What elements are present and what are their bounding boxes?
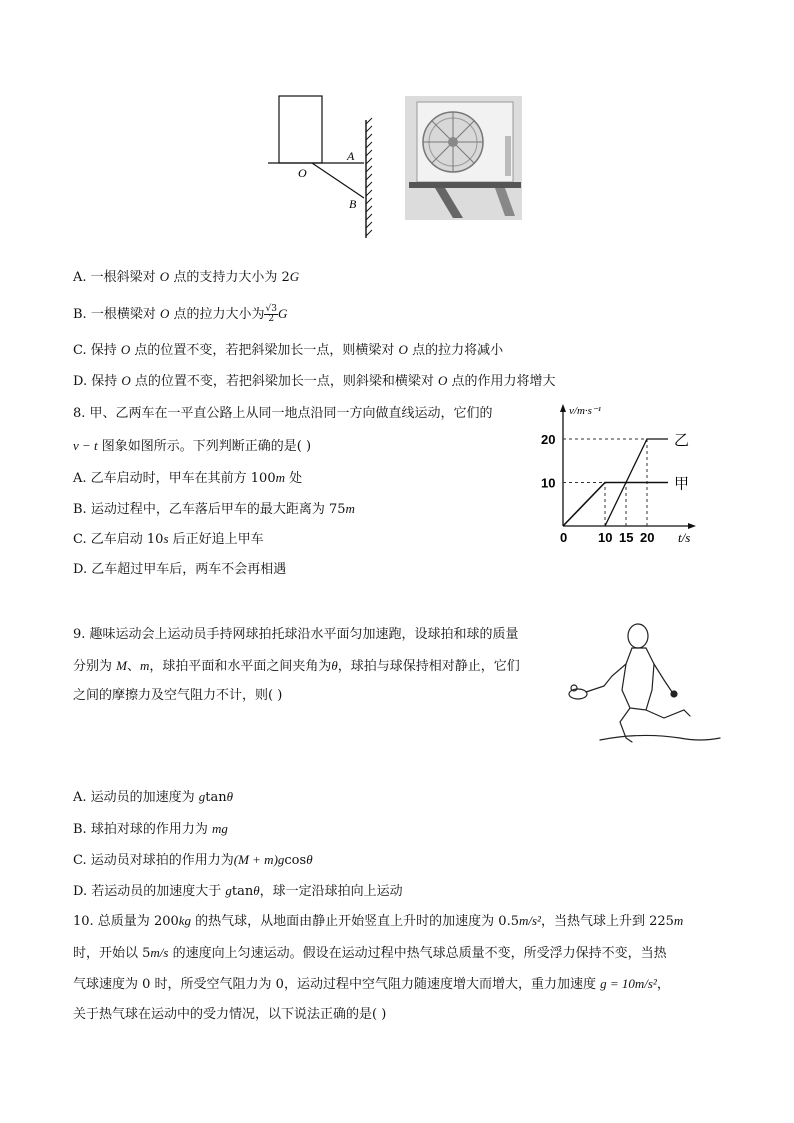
- q8-option-c: C. 乙车启动 10s 后正好追上甲车: [73, 531, 264, 547]
- q8-option-b: B. 运动过程中，乙车落后甲车的最大距离为 75m: [73, 501, 355, 517]
- q9-stem-1: 9. 趣味运动会上运动员手持网球拍托球沿水平面匀加速跑，设球拍和球的质量: [73, 627, 519, 642]
- air-conditioner-photo: [405, 96, 522, 220]
- q10-line-4: 关于热气球在运动中的受力情况，以下说法正确的是( ): [73, 1007, 387, 1022]
- q10-line-3: 气球速度为 0 时，所受空气阻力为 0，运动过程中空气阻力随速度增大而增大，重力加速度 g = 10m/s²，: [73, 976, 670, 992]
- q9-option-d: D. 若运动员的加速度大于 gtanθ，球一定沿球拍向上运动: [73, 883, 403, 899]
- q9-option-a: A. 运动员的加速度为 gtanθ: [73, 789, 234, 805]
- x-tick-label: 20: [640, 530, 655, 545]
- q10-line-2: 时，开始以 5m/s 的速度向上匀速运动。假设在运动过程中热气球总质量不变，所受浮力保持不变，当热: [73, 945, 667, 961]
- x-tick-label: 0: [560, 530, 568, 545]
- q8-option-d: D. 乙车超过甲车后，两车不会再相遇: [73, 562, 287, 577]
- y-tick-label: 20: [541, 432, 556, 447]
- x-tick-label: 10: [598, 530, 613, 545]
- box: [279, 96, 322, 163]
- q10-line-1: 10. 总质量为 200kg 的热气球，从地面由静止开始竖直上升时的加速度为 0.5m/s²，当热气球上升到 225m: [73, 913, 684, 929]
- runner-figure: [560, 620, 725, 750]
- x-axis-label: t/s: [678, 530, 691, 545]
- series-label: 甲: [674, 474, 690, 493]
- q8-stem-2: v − t 图象如图所示。下列判断正确的是( ): [73, 438, 312, 454]
- fraction: $\frac{√3}{2}$: [265, 304, 277, 324]
- q9-stem-2: 分别为 M、m，球拍平面和水平面之间夹角为θ，球拍与球保持相对静止，它们: [73, 658, 520, 674]
- q7-option-d: D. 保持 O 点的位置不变，若把斜梁加长一点，则斜梁和横梁对 O 点的作用力将增大: [73, 373, 556, 389]
- label-A: A: [347, 149, 355, 163]
- y-axis-arrow: [560, 404, 566, 412]
- label-B: B: [349, 197, 357, 211]
- bracket-diagram: [260, 90, 380, 240]
- y-tick-label: 10: [541, 475, 556, 491]
- wall-hatching: [366, 118, 372, 236]
- q9-option-c: C. 运动员对球拍的作用力为(M + m)gcosθ: [73, 852, 313, 868]
- series-label: 乙: [674, 431, 690, 449]
- q9-stem-3: 之间的摩擦力及空气阻力不计，则( ): [73, 688, 283, 703]
- q8-stem-1: 8. 甲、乙两车在一平直公路上从同一地点沿同一方向做直线运动，它们的: [73, 406, 493, 421]
- q7-option-b: B. 一根横梁对 O 点的拉力大小为 $\frac{√3}{2}$ G: [73, 304, 288, 324]
- q8-option-a: A. 乙车启动时，甲车在其前方 100m 处: [73, 470, 303, 486]
- y-axis-label: v/m·s⁻¹: [569, 405, 602, 417]
- x-tick-label: 15: [619, 530, 634, 545]
- x-axis-arrow: [688, 523, 696, 529]
- q9-option-b: B. 球拍对球的作用力为 mg: [73, 821, 228, 837]
- vt-chart: [530, 396, 720, 546]
- q7-option-c: C. 保持 O 点的位置不变，若把斜梁加长一点，则横梁对 O 点的拉力将减小: [73, 342, 504, 358]
- label-O: O: [298, 166, 307, 180]
- q7-option-a: A. 一根斜梁对 O 点的支持力大小为 2G: [73, 269, 300, 285]
- inclined-beam: [312, 163, 364, 198]
